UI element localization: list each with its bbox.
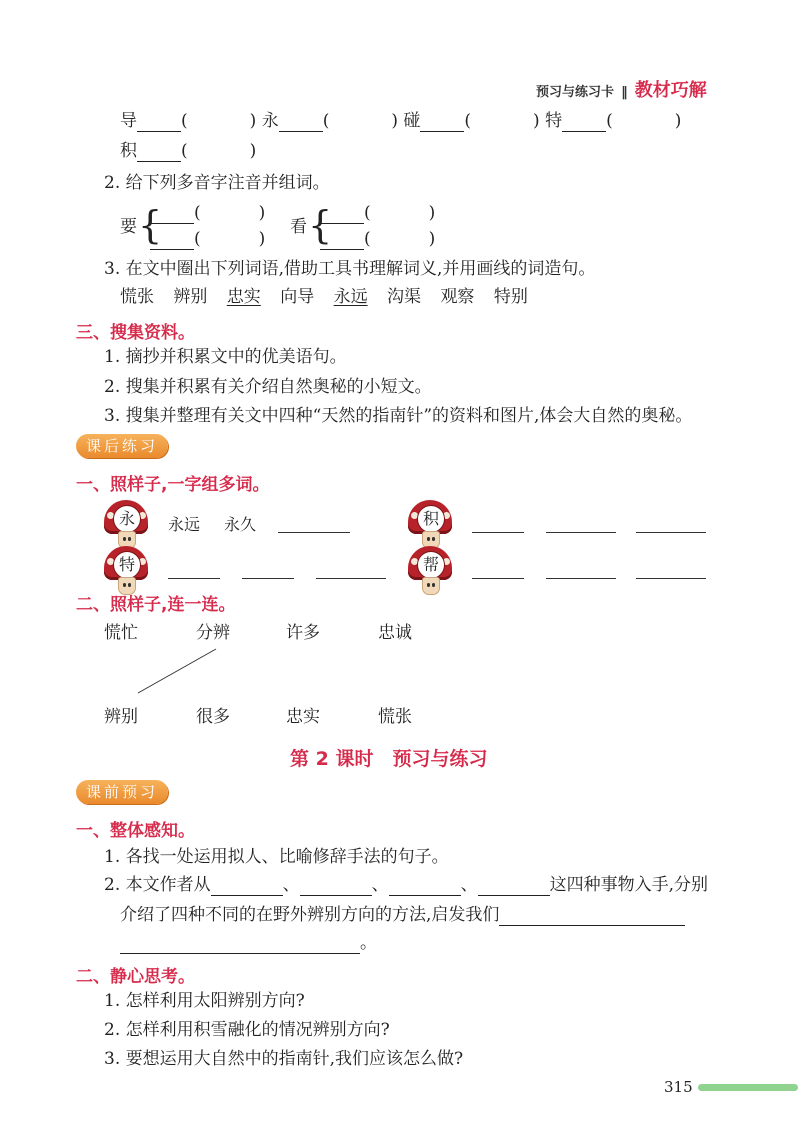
section-badge: 课后练习 xyxy=(76,434,168,458)
match-bottom-word[interactable]: 辨别 xyxy=(104,707,138,727)
blank-line[interactable] xyxy=(389,879,461,896)
blank-line[interactable] xyxy=(300,879,372,896)
list-item: 1. 怎样利用太阳辨别方向? xyxy=(104,991,305,1011)
blank-line[interactable] xyxy=(499,909,685,926)
mushroom-char: 永 xyxy=(113,505,141,533)
answer-line[interactable] xyxy=(316,578,386,579)
paren-close: ) xyxy=(258,229,266,249)
blank-line[interactable] xyxy=(320,233,364,250)
paren-close: ) xyxy=(428,229,436,249)
word: 特别 xyxy=(493,287,528,307)
polyphone-2-lines-2 xyxy=(320,228,435,250)
match-top-word[interactable]: 忠诚 xyxy=(378,623,412,643)
lesson-title: 第 2 课时 预习与练习 xyxy=(290,748,488,770)
page-bar xyxy=(698,1084,798,1091)
list-item: 3. 搜集并整理有关文中四种“天然的指南针”的资料和图片,体会大自然的奥秘。 xyxy=(104,406,693,426)
blank-line[interactable] xyxy=(150,207,194,224)
item-text: 2. 本文作者从 xyxy=(104,875,211,895)
answer-line[interactable] xyxy=(242,578,294,579)
row-char: 导 xyxy=(120,111,137,131)
example-word: 永久 xyxy=(224,515,257,534)
blank-line[interactable] xyxy=(120,937,360,954)
header-subtitle: 预习与练习卡 xyxy=(536,85,615,100)
section-title: 一、整体感知。 xyxy=(76,821,195,841)
row-char: 碰 xyxy=(403,111,421,131)
polyphone-1-lines-2 xyxy=(150,228,265,250)
paren-close: ) xyxy=(533,111,540,131)
mushroom-icon xyxy=(408,500,452,548)
question-3: 3. 在文中圈出下列词语,借助工具书理解词义,并用画线的词造句。 xyxy=(104,259,596,279)
item-sep: 、 xyxy=(460,875,478,895)
section-title: 二、静心思考。 xyxy=(76,967,195,987)
paren-open: ( xyxy=(606,111,613,131)
word: 向导 xyxy=(280,287,315,307)
paren-close: ) xyxy=(249,111,257,131)
match-bottom-word[interactable]: 忠实 xyxy=(286,707,320,727)
polyphone-2-char: 看 xyxy=(290,217,307,237)
list-item xyxy=(104,874,708,896)
header-title: 教材巧解 xyxy=(634,80,707,101)
list-item: 3. 要想运用大自然中的指南针,我们应该怎么做? xyxy=(104,1049,464,1069)
section-badge: 课前预习 xyxy=(76,780,168,804)
blank-line[interactable] xyxy=(211,879,283,896)
paren-close: ) xyxy=(258,203,266,223)
answer-line[interactable] xyxy=(636,532,706,533)
match-top-word[interactable]: 许多 xyxy=(286,623,320,643)
blank-line[interactable] xyxy=(562,115,606,132)
match-top-word[interactable]: 慌忙 xyxy=(104,623,138,643)
answer-line[interactable] xyxy=(278,532,350,533)
list-item-cont xyxy=(120,932,377,954)
mushroom-char: 特 xyxy=(113,551,141,579)
word-underlined: 永远 xyxy=(333,287,368,307)
blank-line[interactable] xyxy=(137,115,181,132)
item-end: 。 xyxy=(360,933,377,953)
mushroom-char: 积 xyxy=(417,505,445,533)
word-list xyxy=(120,286,528,308)
mushroom-icon xyxy=(104,546,148,594)
paren-open: ( xyxy=(194,203,201,223)
section-title: 三、搜集资料。 xyxy=(76,323,195,343)
blank-line[interactable] xyxy=(150,233,194,250)
blank-line[interactable] xyxy=(478,879,550,896)
mushroom-icon xyxy=(104,500,148,548)
header-separator: ‖ xyxy=(621,85,628,100)
question-2: 2. 给下列多音字注音并组词。 xyxy=(104,173,330,193)
list-item: 2. 怎样利用积雪融化的情况辨别方向? xyxy=(104,1020,390,1040)
paren-open: ( xyxy=(364,229,371,249)
mushroom-char: 帮 xyxy=(417,551,445,579)
answer-line[interactable] xyxy=(546,532,616,533)
list-item: 1. 各找一处运用拟人、比喻修辞手法的句子。 xyxy=(104,847,449,867)
mushroom-icon xyxy=(408,546,452,594)
blank-line[interactable] xyxy=(279,115,323,132)
paren-close: ) xyxy=(428,203,436,223)
item-sep: 、 xyxy=(371,875,389,895)
brace-icon: { xyxy=(308,203,333,247)
blank-line[interactable] xyxy=(420,115,464,132)
polyphone-2-lines xyxy=(320,202,435,224)
answer-line[interactable] xyxy=(472,532,524,533)
answer-line[interactable] xyxy=(168,578,220,579)
fill-row-2 xyxy=(120,140,256,162)
polyphone-1-char: 要 xyxy=(120,217,137,237)
row-char: 积 xyxy=(120,141,137,161)
paren-open: ( xyxy=(194,229,201,249)
page-header xyxy=(536,76,707,102)
row-char: 永 xyxy=(261,111,279,131)
paren-open: ( xyxy=(364,203,371,223)
item-text: 介绍了四种不同的在野外辨别方向的方法,启发我们 xyxy=(120,905,500,925)
paren-close: ) xyxy=(391,111,398,131)
word: 观察 xyxy=(440,287,475,307)
word: 慌张 xyxy=(120,287,154,307)
fill-row-1 xyxy=(120,110,681,132)
page-number: 315 xyxy=(664,1078,693,1096)
answer-line[interactable] xyxy=(472,578,524,579)
section-title: 二、照样子,连一连。 xyxy=(76,595,236,615)
paren-close: ) xyxy=(249,141,257,161)
list-item-cont xyxy=(120,904,685,926)
list-item: 2. 搜集并积累有关介绍自然奥秘的小短文。 xyxy=(104,377,432,397)
paren-close: ) xyxy=(674,111,682,131)
answer-line[interactable] xyxy=(636,578,706,579)
polyphone-1-lines xyxy=(150,202,265,224)
word-underlined: 忠实 xyxy=(226,287,261,307)
match-bottom-word[interactable]: 慌张 xyxy=(378,707,412,727)
match-connector-line xyxy=(130,646,230,696)
answer-line[interactable] xyxy=(546,578,616,579)
brace-icon: { xyxy=(138,203,163,247)
word: 辨别 xyxy=(173,287,208,307)
paren-open: ( xyxy=(322,111,330,131)
match-bottom-word[interactable]: 很多 xyxy=(196,707,230,727)
blank-line[interactable] xyxy=(137,145,181,162)
section-title: 一、照样子,一字组多词。 xyxy=(76,475,270,495)
row-char: 特 xyxy=(545,111,563,131)
example-word: 永远 xyxy=(168,515,201,534)
item-sep: 、 xyxy=(282,875,300,895)
paren-open: ( xyxy=(181,111,188,131)
match-top-word[interactable]: 分辨 xyxy=(196,623,230,643)
paren-open: ( xyxy=(181,141,188,161)
paren-open: ( xyxy=(464,111,472,131)
blank-line[interactable] xyxy=(320,207,364,224)
list-item: 1. 摘抄并积累文中的优美语句。 xyxy=(104,347,347,367)
item-text: 这四种事物入手,分别 xyxy=(549,875,709,895)
word: 沟渠 xyxy=(387,287,422,307)
